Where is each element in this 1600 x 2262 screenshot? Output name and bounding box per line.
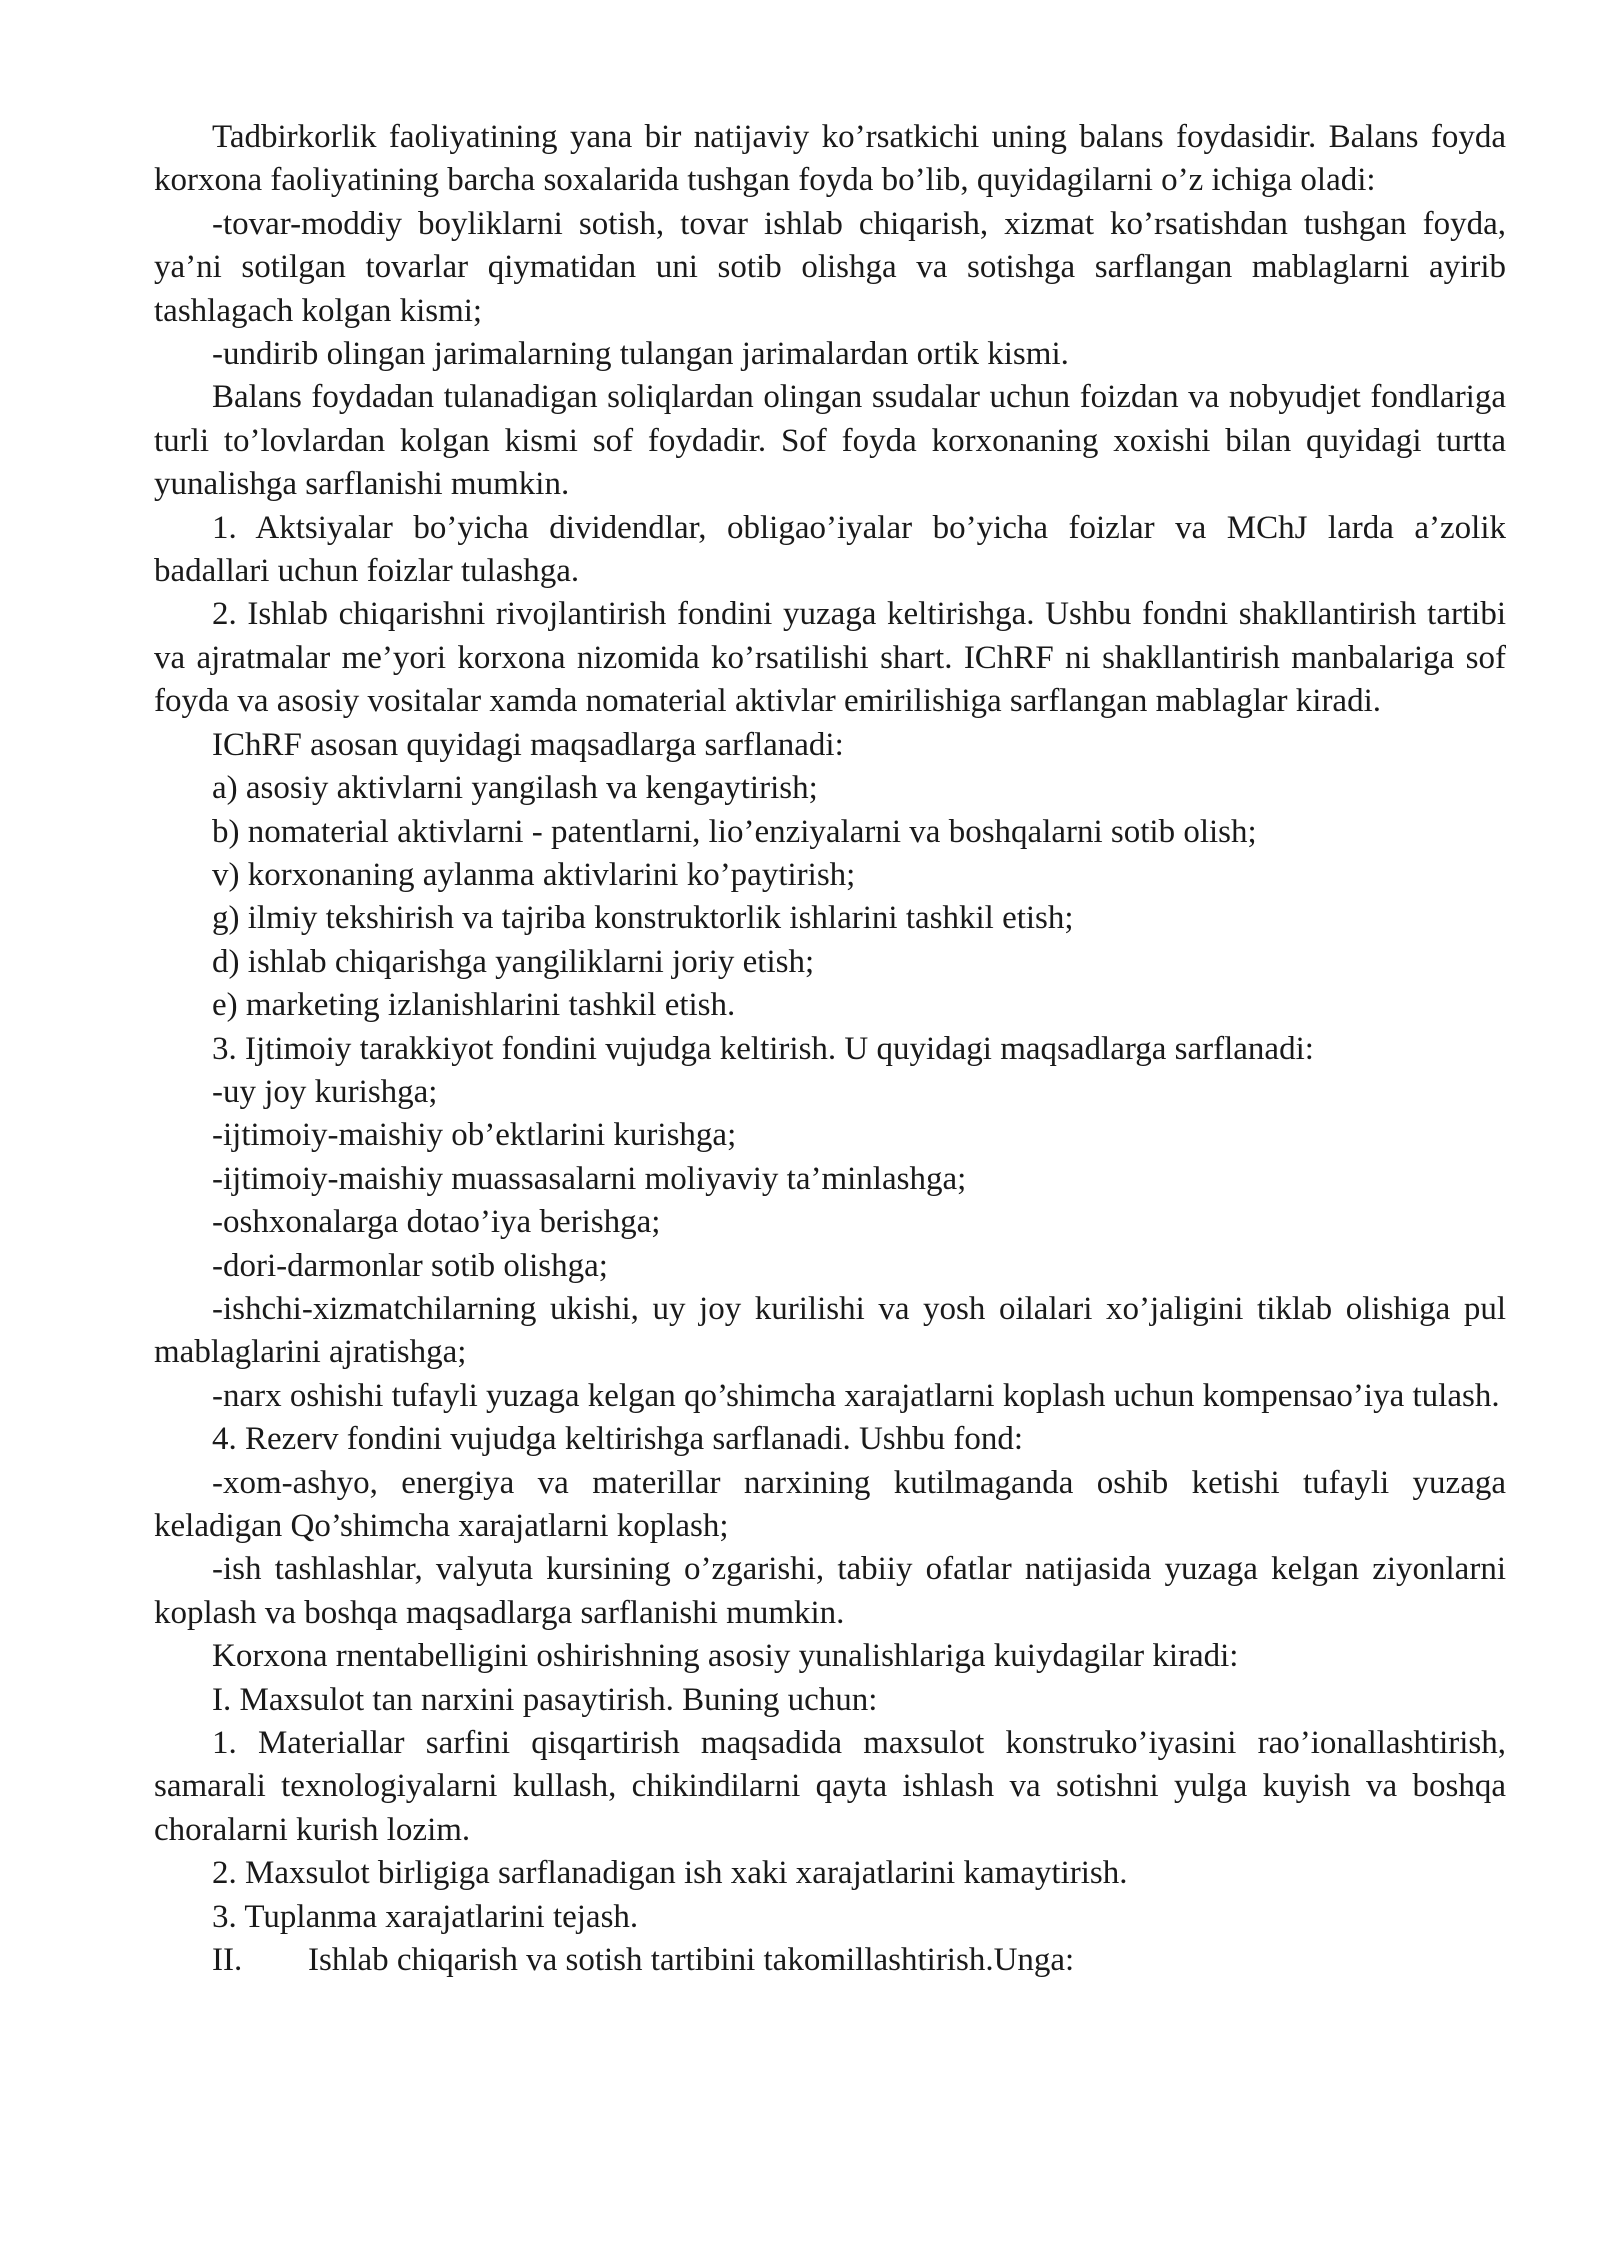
list-item-medicines: -dori-darmonlar sotib olishga; [212, 1247, 608, 1284]
list-item-a: a) asosiy aktivlarni yangilash va kengaytirish; [212, 770, 818, 807]
paragraph-raw-materials: -xom-ashyo, energiya va materillar narxining kutilmaganda oshib ketishi tufayli yuzaga keladigan Qo’shimcha xarajatlarni koplash; [154, 1464, 1506, 1544]
paragraph-bullet-trade-profit: -tovar-moddiy boyliklarni sotish, tovar ishlab chiqarish, xizmat ko’rsatishdan tushgan foyda, ya’ni sotilgan tovarlar qiymatidan uni sotib olishga va sotishga sarflangan mablaglarni ayirib tashlagach kolgan kismi; [154, 205, 1506, 329]
document-page [154, 116, 1506, 1982]
list-item-social-institutions: -ijtimoiy-maishiy muassasalarni moliyaviy ta’minlashga; [212, 1160, 967, 1197]
paragraph-item-3: 3. Ijtimoiy tarakkiyot fondini vujudga keltirish. U quyidagi maqsadlarga sarflanadi: [212, 1030, 1314, 1067]
paragraph-intro: Tadbirkorlik faoliyatining yana bir natijaviy ko’rsatkichi uning balans foydasidir. Balans foyda korxona faoliyatining barcha soxalarida tushgan foyda bo’lib, quyidagilarni o’z ichiga oladi: [154, 119, 1506, 199]
paragraph-bullet-fines: -undirib olingan jarimalarning tulangan jarimalardan ortik kismi. [212, 336, 1069, 373]
list-item-e: e) marketing izlanishlarini tashkil etish. [212, 987, 736, 1024]
list-item-housing: -uy joy kurishga; [212, 1073, 438, 1110]
paragraph-profitability: Korxona rnentabelligini oshirishning asosiy yunalishlariga kuiydagilar kiradi: [212, 1638, 1239, 1675]
paragraph-labor-costs: 2. Maxsulot birligiga sarflanadigan ish xaki xarajatlarini kamaytirish. [212, 1855, 1128, 1892]
paragraph-roman-2 [154, 1939, 1506, 1982]
paragraph-compensation: -narx oshishi tufayli yuzaga kelgan qo’shimcha xarajatlarni koplash uchun kompensao’iya tulash. [212, 1377, 1500, 1414]
paragraph-roman-1: I. Maxsulot tan narxini pasaytirish. Buning uchun: [212, 1681, 878, 1718]
list-item-v: v) korxonaning aylanma aktivlarini ko’paytirish; [212, 856, 856, 893]
paragraph-net-profit: Balans foydadan tulanadigan soliqlardan olingan ssudalar uchun foizdan va nobyudjet fondlariga turli to’lovlardan kolgan kismi sof foydadir. Sof foyda korxonaning xoxishi bilan quyidagi turtta yunalishga sarflanishi mumkin. [154, 379, 1506, 503]
paragraph-item-2: 2. Ishlab chiqarishni rivojlantirish fondini yuzaga keltirishga. Ushbu fondni shakllantirish tartibi va ajratmalar me’yori korxona nizomida ko’rsatilishi shart. IChRF ni shakllantirish manbalariga sof foyda va asosiy vositalar xamda nomaterial aktivlar emirilishiga sarflangan mablaglar kiradi. [154, 596, 1506, 720]
paragraph-item-1: 1. Aktsiyalar bo’yicha dividendlar, obligao’iyalar bo’yicha foizlar va MChJ larda a’zolik badallari uchun foizlar tulashga. [154, 509, 1506, 590]
paragraph-workers-support: -ishchi-xizmatchilarning ukishi, uy joy kurilishi va yosh oilalari xo’jaligini tiklab olishiga pul mablaglarini ajratishga; [154, 1290, 1506, 1371]
list-item-g: g) ilmiy tekshirish va tajriba konstruktorlik ishlarini tashkil etish; [212, 900, 1074, 937]
roman-2-text: Ishlab chiqarish va sotish tartibini takomillashtirish.Unga: [308, 1942, 1075, 1979]
paragraph-ichrf-purposes: IChRF asosan quyidagi maqsadlarga sarflanadi: [212, 726, 844, 763]
list-item-b: b) nomaterial aktivlarni - patentlarni, lio’enziyalarni va boshqalarni sotib olish; [212, 813, 1257, 850]
list-item-canteens: -oshxonalarga dotao’iya berishga; [212, 1204, 661, 1241]
paragraph-overhead: 3. Tuplanma xarajatlarini tejash. [212, 1898, 639, 1935]
list-item-d: d) ishlab chiqarishga yangiliklarni joriy etish; [212, 943, 815, 980]
paragraph-item-4: 4. Rezerv fondini vujudga keltirishga sarflanadi. Ushbu fond: [212, 1421, 1024, 1458]
paragraph-materials: 1. Materiallar sarfini qisqartirish maqsadida maxsulot konstruko’iyasini rao’ionallashtirish, samarali texnologiyalarni kullash, chikindilarni qayta ishlash va sotishni yulga kuyish va boshqa choralarni kurish lozim. [154, 1725, 1506, 1848]
roman-numeral: II. [212, 1942, 243, 1979]
paragraph-losses: -ish tashlashlar, valyuta kursining o’zgarishi, tabiiy ofatlar natijasida yuzaga kelgan ziyonlarni koplash va boshqa maqsadlarga sarflanishi mumkin. [154, 1551, 1506, 1631]
list-item-social-objects: -ijtimoiy-maishiy ob’ektlarini kurishga; [212, 1117, 737, 1154]
